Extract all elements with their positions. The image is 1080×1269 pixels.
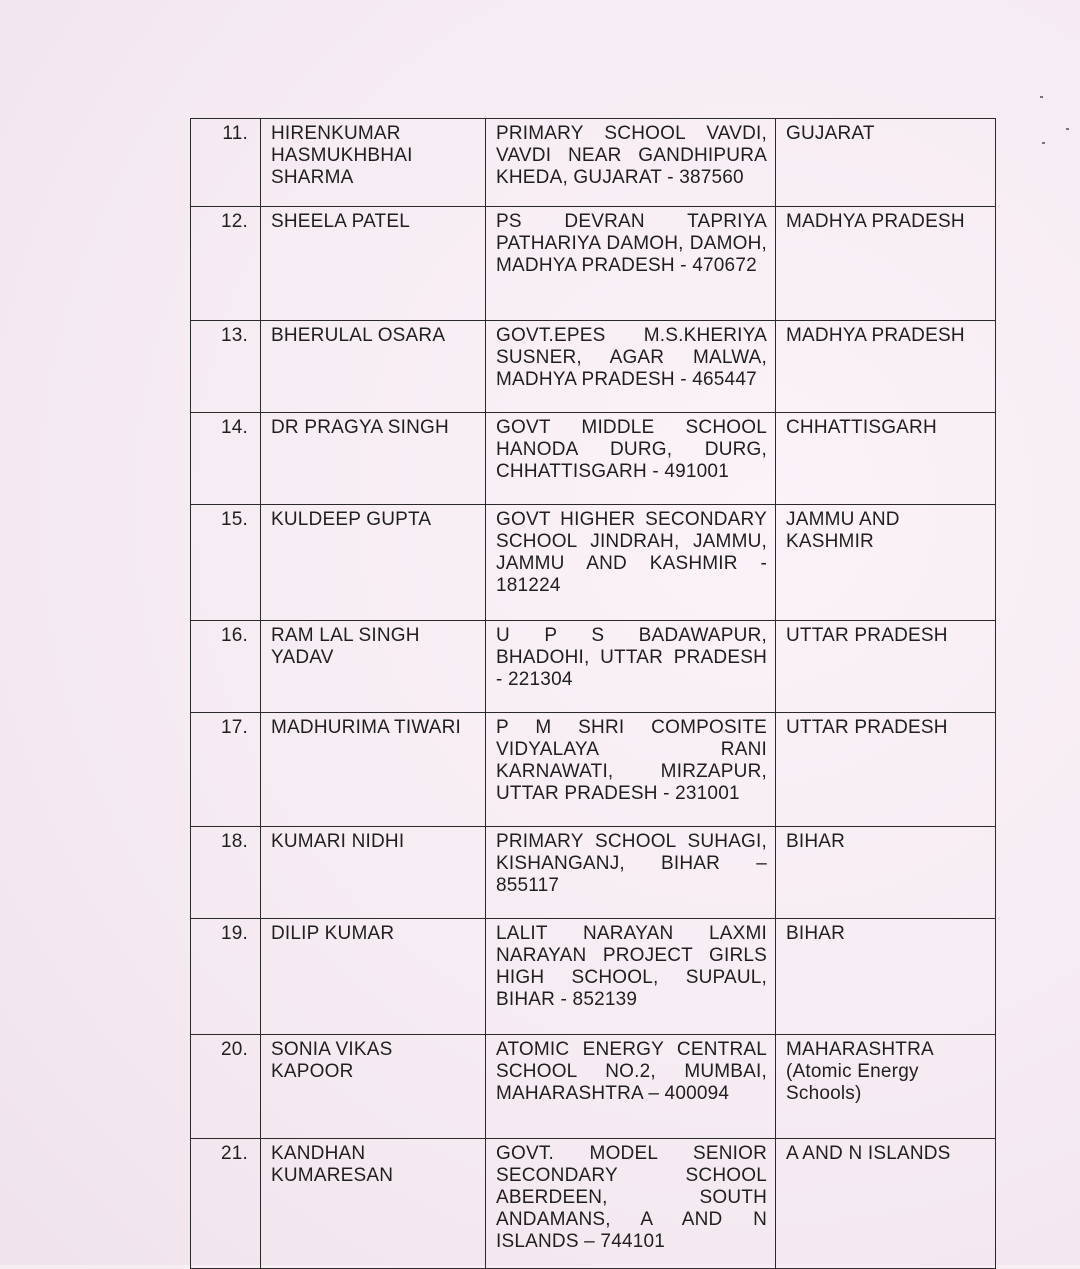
state-text: JAMMU AND KASHMIR [786,509,900,552]
school-address-cell [486,413,776,505]
state-text: GUJARAT [786,123,875,144]
state-cell [776,1139,996,1269]
school-address-cell [486,827,776,919]
teacher-name-text: SONIA VIKAS KAPOOR [271,1039,393,1082]
serial-number-text: 19. [220,923,248,944]
state-cell [776,505,996,621]
teacher-name-text: RAM LAL SINGH YADAV [271,625,420,668]
state-cell [776,413,996,505]
school-address-cell [486,207,776,321]
serial-number-text: 21. [220,1143,248,1164]
school-address-text: GOVT.EPES M.S.KHERIYA SUSNER, AGAR MALWA, MADHYA PRADESH - 465447 [496,325,767,390]
table-row [191,1035,996,1139]
school-address-text: GOVT HIGHER SECONDARY SCHOOL JINDRAH, JAMMU, JAMMU AND KASHMIR - 181224 [496,509,767,596]
teacher-name-cell [261,621,486,713]
serial-number-text: 12. [220,211,248,232]
teacher-name-cell [261,321,486,413]
state-text: A AND N ISLANDS [786,1143,951,1164]
table-row [191,207,996,321]
school-address-text: ATOMIC ENERGY CENTRAL SCHOOL NO.2, MUMBAI, MAHARASHTRA – 400094 [496,1039,767,1104]
serial-number-cell [191,621,261,713]
school-address-text: P M SHRI COMPOSITE VIDYALAYA RANI KARNAWATI, MIRZAPUR, UTTAR PRADESH - 231001 [496,717,767,804]
teacher-name-text: BHERULAL OSARA [271,325,446,346]
state-text: UTTAR PRADESH [786,717,948,738]
state-cell [776,1035,996,1139]
serial-number-text: 18. [220,831,248,852]
teacher-name-text: KULDEEP GUPTA [271,509,432,530]
school-address-cell [486,919,776,1035]
table-row [191,827,996,919]
serial-number-cell [191,827,261,919]
teacher-name-cell [261,413,486,505]
serial-number-cell [191,1139,261,1269]
school-address-cell [486,1035,776,1139]
school-address-cell [486,1139,776,1269]
table-row [191,321,996,413]
teacher-name-text: HIRENKUMAR HASMUKHBHAI SHARMA [271,123,413,188]
serial-number-cell [191,713,261,827]
teacher-name-cell [261,207,486,321]
scan-speck [1066,128,1069,130]
school-address-cell [486,505,776,621]
teacher-name-text: KANDHAN KUMARESAN [271,1143,394,1186]
serial-number-cell [191,119,261,207]
school-address-cell [486,119,776,207]
table-row [191,919,996,1035]
scan-speck [1042,142,1045,144]
serial-number-text: 11. [222,123,248,144]
teacher-name-cell [261,919,486,1035]
school-address-text: PRIMARY SCHOOL SUHAGI, KISHANGANJ, BIHAR – 855117 [496,831,767,896]
scan-speck [1040,96,1043,98]
state-text: MADHYA PRADESH [786,211,965,232]
state-text: CHHATTISGARH [786,417,937,438]
teacher-name-cell [261,1035,486,1139]
serial-number-cell [191,505,261,621]
table-row [191,713,996,827]
table-row [191,119,996,207]
teacher-name-text: DR PRAGYA SINGH [271,417,449,438]
state-cell [776,621,996,713]
serial-number-cell [191,413,261,505]
school-address-text: GOVT. MODEL SENIOR SECONDARY SCHOOL ABERDEEN, SOUTH ANDAMANS, A AND N ISLANDS – 744101 [496,1143,767,1252]
school-address-text: U P S BADAWAPUR, BHADOHI, UTTAR PRADESH - 221304 [496,625,767,690]
state-cell [776,827,996,919]
state-text: MAHARASHTRA (Atomic Energy Schools) [786,1039,934,1104]
serial-number-text: 17. [220,717,248,738]
school-address-cell [486,713,776,827]
serial-number-text: 20. [220,1039,248,1060]
teacher-name-cell [261,119,486,207]
serial-number-cell [191,919,261,1035]
teacher-name-text: MADHURIMA TIWARI [271,717,462,738]
state-text: UTTAR PRADESH [786,625,948,646]
serial-number-text: 15. [220,509,248,530]
state-text: BIHAR [786,923,846,944]
table-row [191,413,996,505]
state-cell [776,207,996,321]
state-cell [776,713,996,827]
table-row [191,621,996,713]
serial-number-text: 13. [220,325,248,346]
teacher-name-text: KUMARI NIDHI [271,831,405,852]
serial-number-cell [191,1035,261,1139]
state-cell [776,321,996,413]
teacher-name-text: DILIP KUMAR [271,923,395,944]
school-address-text: LALIT NARAYAN LAXMI NARAYAN PROJECT GIRLS HIGH SCHOOL, SUPAUL, BIHAR - 852139 [496,923,767,1010]
school-address-cell [486,321,776,413]
serial-number-text: 14. [220,417,248,438]
serial-number-text: 16. [220,625,248,646]
school-address-text: PS DEVRAN TAPRIYA PATHARIYA DAMOH, DAMOH, MADHYA PRADESH - 470672 [496,211,767,276]
teacher-name-text: SHEELA PATEL [271,211,410,232]
serial-number-cell [191,207,261,321]
state-cell [776,919,996,1035]
school-address-text: GOVT MIDDLE SCHOOL HANODA DURG, DURG, CHHATTISGARH - 491001 [496,417,767,482]
serial-number-cell [191,321,261,413]
awardee-table [190,118,996,1269]
school-address-text: PRIMARY SCHOOL VAVDI, VAVDI NEAR GANDHIPURA KHEDA, GUJARAT - 387560 [496,123,767,188]
teacher-name-cell [261,1139,486,1269]
table-row [191,505,996,621]
teacher-name-cell [261,713,486,827]
teacher-name-cell [261,827,486,919]
teacher-name-cell [261,505,486,621]
school-address-cell [486,621,776,713]
state-cell [776,119,996,207]
state-text: BIHAR [786,831,846,852]
state-text: MADHYA PRADESH [786,325,965,346]
table-row [191,1139,996,1269]
